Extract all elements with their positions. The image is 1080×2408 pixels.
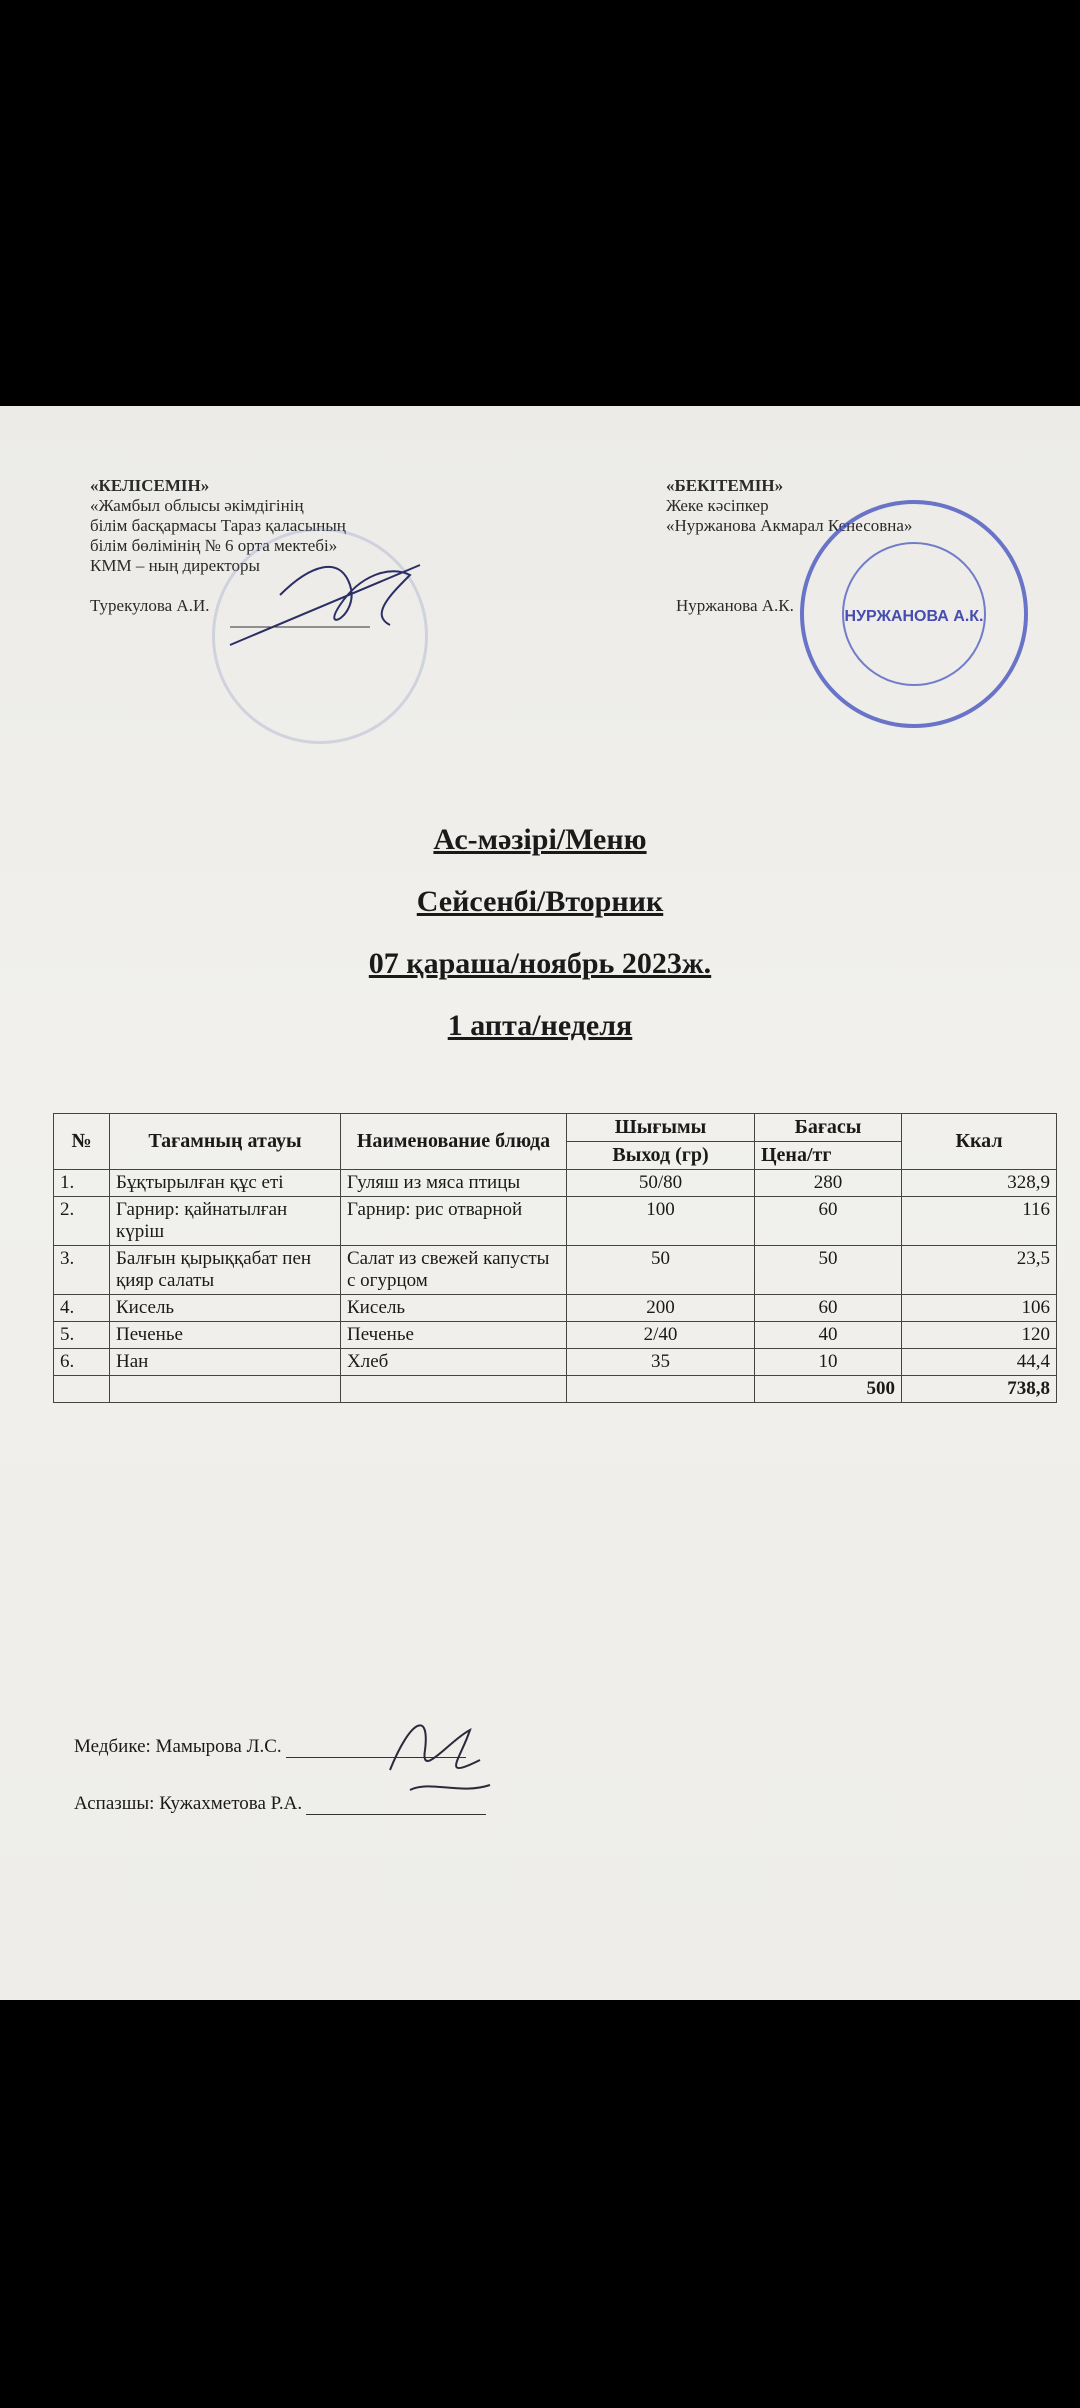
signature-cook-label: Аспазшы: Кужахметова Р.А.	[74, 1793, 303, 1814]
total-price: 500	[755, 1376, 902, 1403]
cell-kcal: 106	[902, 1295, 1057, 1322]
total-empty-cell	[110, 1376, 341, 1403]
approve-left-line: «Жамбыл облысы әкімдігінің	[90, 496, 304, 515]
approve-right-line: «Нуржанова Акмарал Кенесовна»	[666, 516, 913, 535]
cell-name-ru: Салат из свежей капусты с огурцом	[341, 1246, 567, 1295]
cell-price: 40	[755, 1322, 902, 1349]
cell-name-kz: Гарнир: қайнатылған күріш	[110, 1197, 341, 1246]
cell-price: 280	[755, 1170, 902, 1197]
header-num: №	[54, 1114, 110, 1170]
cell-num: 2.	[54, 1197, 110, 1246]
cell-yield: 2/40	[567, 1322, 755, 1349]
total-empty-cell	[54, 1376, 110, 1403]
header-name-kz: Тағамның атауы	[110, 1114, 341, 1170]
cell-name-kz: Кисель	[110, 1295, 341, 1322]
menu-week: 1 апта/неделя	[447, 1009, 633, 1042]
cell-kcal: 120	[902, 1322, 1057, 1349]
cell-kcal: 328,9	[902, 1170, 1057, 1197]
cell-price: 60	[755, 1295, 902, 1322]
cell-name-ru: Гуляш из мяса птицы	[341, 1170, 567, 1197]
approve-left-signer: Турекулова А.И.	[90, 596, 210, 615]
menu-table	[53, 1113, 1057, 1403]
cell-name-ru: Гарнир: рис отварной	[341, 1197, 567, 1246]
cell-yield: 50/80	[567, 1170, 755, 1197]
cell-kcal: 23,5	[902, 1246, 1057, 1295]
table-row	[54, 1170, 1057, 1197]
cell-num: 6.	[54, 1349, 110, 1376]
table-row	[54, 1322, 1057, 1349]
approve-right-line: Жеке кәсіпкер	[666, 496, 769, 515]
cell-name-ru: Хлеб	[341, 1349, 567, 1376]
approve-left-line: білім басқармасы Тараз қаласының	[90, 516, 346, 535]
cell-name-ru: Кисель	[341, 1295, 567, 1322]
approve-right-title: «БЕКІТЕМІН»	[666, 476, 784, 495]
table-header-row	[54, 1114, 1057, 1142]
header-yield-ru: Выход (гр)	[567, 1142, 755, 1170]
table-row	[54, 1295, 1057, 1322]
signature-nurse-scribble	[370, 1700, 500, 1810]
cell-name-kz: Бұқтырылған құс еті	[110, 1170, 341, 1197]
stamp-right	[800, 500, 1028, 728]
menu-date: 07 қараша/ноябрь 2023ж.	[368, 947, 712, 980]
signature-director	[220, 525, 450, 665]
header-kcal: Ккал	[902, 1114, 1057, 1170]
cell-num: 1.	[54, 1170, 110, 1197]
header-name-ru: Наименование блюда	[341, 1114, 567, 1170]
cell-name-kz: Балғын қырыққабат пен қияр салаты	[110, 1246, 341, 1295]
total-kcal: 738,8	[902, 1376, 1057, 1403]
cell-kcal: 44,4	[902, 1349, 1057, 1376]
menu-day: Сейсенбі/Вторник	[416, 885, 664, 918]
table-row	[54, 1349, 1057, 1376]
cell-num: 4.	[54, 1295, 110, 1322]
stamp-right-text: НУРЖАНОВА А.К.	[844, 608, 984, 625]
signature-nurse-label: Медбике: Мамырова Л.С.	[74, 1736, 282, 1757]
total-empty-cell	[341, 1376, 567, 1403]
cell-name-kz: Печенье	[110, 1322, 341, 1349]
header-yield-kz: Шығымы	[567, 1114, 755, 1142]
approve-left-line: білім бөлімінің № 6 орта мектебі»	[90, 536, 338, 555]
cell-price: 10	[755, 1349, 902, 1376]
total-empty-cell	[567, 1376, 755, 1403]
menu-heading	[0, 820, 1080, 1068]
cell-name-ru: Печенье	[341, 1322, 567, 1349]
approve-left-line: КММ – ның директоры	[90, 556, 260, 575]
cell-price: 50	[755, 1246, 902, 1295]
table-row	[54, 1246, 1057, 1295]
cell-yield: 35	[567, 1349, 755, 1376]
cell-yield: 200	[567, 1295, 755, 1322]
cell-num: 3.	[54, 1246, 110, 1295]
header-price-ru: Цена/тг	[755, 1142, 902, 1170]
menu-title: Ас-мәзірі/Меню	[433, 823, 647, 856]
table-row	[54, 1197, 1057, 1246]
table-total-row	[54, 1376, 1057, 1403]
cell-kcal: 116	[902, 1197, 1057, 1246]
cell-yield: 100	[567, 1197, 755, 1246]
cell-price: 60	[755, 1197, 902, 1246]
cell-num: 5.	[54, 1322, 110, 1349]
approve-left-title: «КЕЛІСЕМІН»	[90, 476, 210, 495]
header-price-kz: Бағасы	[755, 1114, 902, 1142]
cell-name-kz: Нан	[110, 1349, 341, 1376]
cell-yield: 50	[567, 1246, 755, 1295]
approve-right-signer: Нуржанова А.К.	[676, 596, 794, 615]
